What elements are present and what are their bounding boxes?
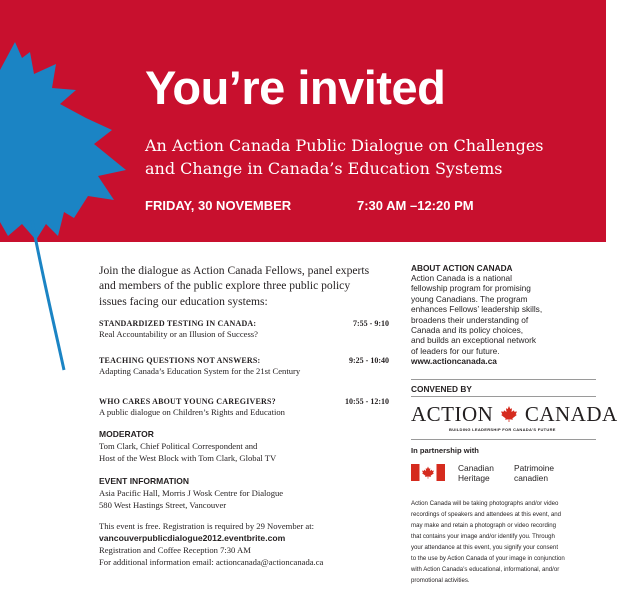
- logo-word: ACTION: [411, 402, 494, 426]
- notice-line: your attendance at this event, you signify your consent: [411, 544, 559, 551]
- intro-text: [99, 263, 389, 309]
- moderator-line: Tom Clark, Chief Political Correspondent and: [99, 441, 258, 451]
- convened-heading: CONVENED BY: [411, 384, 472, 394]
- about-line: Canada and its policy choices,: [411, 325, 524, 336]
- divider: [411, 439, 596, 440]
- heritage-line: Heritage: [458, 473, 490, 483]
- intro-line: issues facing our education systems:: [99, 294, 268, 308]
- registration-link[interactable]: vancouverpublicdialogue2012.eventbrite.com: [99, 533, 286, 543]
- reception-line: Registration and Coffee Reception 7:30 AM: [99, 545, 251, 555]
- about-website-link[interactable]: www.actioncanada.ca: [411, 356, 497, 367]
- maple-leaf-small-icon: [501, 406, 517, 422]
- session-item: [99, 355, 389, 377]
- divider: [411, 396, 596, 397]
- about-line: fellowship program for promising: [411, 283, 531, 294]
- session-heading: TEACHING QUESTIONS NOT ANSWERS:: [99, 356, 261, 365]
- canada-flag-icon: [411, 464, 445, 481]
- session-item: [99, 318, 389, 340]
- notice-line: promotional activities.: [411, 577, 470, 584]
- notice-line: with Action Canada’s educational, informational, and/or: [411, 566, 560, 573]
- session-time: 10:55 - 12:10: [345, 397, 389, 406]
- session-heading: STANDARDIZED TESTING IN CANADA:: [99, 319, 257, 328]
- moderator-heading: MODERATOR: [99, 429, 154, 439]
- moderator-line: Host of the West Block with Tom Clark, Global TV: [99, 453, 277, 463]
- session-description: Real Accountability or an Illusion of Success?: [99, 329, 258, 339]
- about-line: young Canadians. The program: [411, 293, 528, 304]
- subtitle-line: An Action Canada Public Dialogue on Challenges: [145, 136, 544, 155]
- logo-word: CANADA: [524, 402, 618, 426]
- intro-line: and members of the public explore three public policy: [99, 279, 351, 293]
- notice-line: may make and retain a photograph or video recording: [411, 522, 556, 529]
- divider: [411, 379, 596, 380]
- session-item: [99, 396, 389, 418]
- about-line: and builds an exceptional network: [411, 335, 536, 346]
- event-location-line: 580 West Hastings Street, Vancouver: [99, 500, 227, 510]
- action-canada-logo: [411, 402, 618, 436]
- subtitle-line: and Change in Canada’s Education Systems: [145, 159, 503, 178]
- contact-email[interactable]: For additional information email: actioncanada@actioncanada.ca: [99, 557, 324, 567]
- logo-tagline: BUILDING LEADERSHIP FOR CANADA’S FUTURE: [449, 427, 556, 432]
- session-time: 7:55 - 9:10: [353, 319, 389, 328]
- photo-consent-notice: [411, 498, 596, 586]
- canadian-heritage-fr: [514, 463, 554, 483]
- logo-wordmark: [411, 402, 618, 427]
- session-description: Adapting Canada’s Education System for the 21st Century: [99, 366, 301, 376]
- invite-title: You’re invited: [145, 61, 446, 114]
- event-subtitle: [145, 134, 585, 180]
- moderator-text: [99, 440, 399, 464]
- session-heading: WHO CARES ABOUT YOUNG CAREGIVERS?: [99, 397, 276, 406]
- notice-line: to the use by Action Canada of your image in conjunction: [411, 555, 565, 562]
- about-text: [411, 273, 561, 367]
- heritage-line: Patrimoine: [514, 463, 555, 473]
- canadian-heritage-en: [458, 463, 494, 483]
- event-location-line: Asia Pacific Hall, Morris J Wosk Centre for Dialogue: [99, 488, 284, 498]
- registration-info: [99, 520, 399, 568]
- about-line: Action Canada is a national: [411, 273, 513, 283]
- about-heading: ABOUT ACTION CANADA: [411, 263, 513, 273]
- event-location: [99, 487, 399, 511]
- event-info-heading: EVENT INFORMATION: [99, 476, 190, 486]
- event-date: FRIDAY, 30 NOVEMBER: [145, 198, 292, 213]
- notice-line: Action Canada will be taking photographs and/or video: [411, 500, 559, 507]
- about-line: of leaders for our future.: [411, 345, 500, 356]
- notice-line: recordings of speakers and attendees at this event, and: [411, 511, 562, 518]
- registration-line: This event is free. Registration is required by 29 November at:: [99, 521, 315, 531]
- about-line: broadens their understanding of: [411, 314, 529, 325]
- heritage-line: Canadian: [458, 463, 494, 473]
- notice-line: that contains your image and/or identify you. Through: [411, 533, 555, 540]
- intro-line: Join the dialogue as Action Canada Fellows, panel experts: [99, 264, 370, 277]
- session-description: A public dialogue on Children’s Rights and Education: [99, 407, 285, 417]
- heritage-line: canadien: [514, 473, 548, 483]
- session-time: 9:25 - 10:40: [349, 356, 389, 365]
- partnership-heading: In partnership with: [411, 446, 479, 455]
- about-line: enhances Fellows’ leadership skills,: [411, 304, 543, 315]
- event-time: 7:30 AM –12:20 PM: [357, 198, 474, 213]
